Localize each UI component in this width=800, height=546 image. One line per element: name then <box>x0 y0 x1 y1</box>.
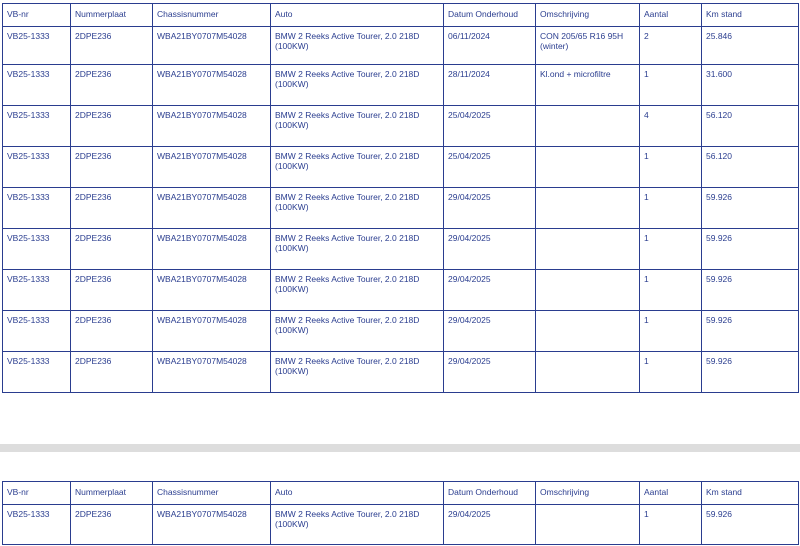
km-stand-cell: 59.926 <box>702 229 799 270</box>
omschrijving-cell <box>536 106 640 147</box>
nummerplaat-cell: 2DPE236 <box>71 65 153 106</box>
header-chassisnummer: Chassisnummer <box>153 4 271 27</box>
omschrijving-cell: CON 205/65 R16 95H (winter) <box>536 27 640 65</box>
vb-nr-cell: VB25-1333 <box>3 106 71 147</box>
chassisnummer-cell: WBA21BY0707M54028 <box>153 188 271 229</box>
header-auto: Auto <box>271 482 444 505</box>
auto-cell: BMW 2 Reeks Active Tourer, 2.0 218D (100KW) <box>271 229 444 270</box>
table-row <box>3 106 799 147</box>
datum-onderhoud-cell: 29/04/2025 <box>444 505 536 545</box>
vb-nr-cell: VB25-1333 <box>3 311 71 352</box>
chassisnummer-cell: WBA21BY0707M54028 <box>153 106 271 147</box>
page-separator <box>0 444 800 452</box>
nummerplaat-cell: 2DPE236 <box>71 270 153 311</box>
nummerplaat-cell: 2DPE236 <box>71 27 153 65</box>
omschrijving-cell: Kl.ond + microfiltre <box>536 65 640 106</box>
vb-nr-cell: VB25-1333 <box>3 65 71 106</box>
table-header-row <box>3 482 799 505</box>
auto-cell: BMW 2 Reeks Active Tourer, 2.0 218D (100KW) <box>271 65 444 106</box>
auto-cell: BMW 2 Reeks Active Tourer, 2.0 218D (100KW) <box>271 188 444 229</box>
km-stand-cell: 59.926 <box>702 505 799 545</box>
km-stand-cell: 59.926 <box>702 270 799 311</box>
table-row <box>3 352 799 393</box>
aantal-cell: 1 <box>640 352 702 393</box>
table-row <box>3 65 799 106</box>
km-stand-cell: 59.926 <box>702 311 799 352</box>
auto-cell: BMW 2 Reeks Active Tourer, 2.0 218D (100KW) <box>271 27 444 65</box>
auto-cell: BMW 2 Reeks Active Tourer, 2.0 218D (100KW) <box>271 106 444 147</box>
nummerplaat-cell: 2DPE236 <box>71 106 153 147</box>
vb-nr-cell: VB25-1333 <box>3 505 71 545</box>
datum-onderhoud-cell: 25/04/2025 <box>444 106 536 147</box>
auto-cell: BMW 2 Reeks Active Tourer, 2.0 218D (100KW) <box>271 311 444 352</box>
header-nummerplaat: Nummerplaat <box>71 482 153 505</box>
auto-cell: BMW 2 Reeks Active Tourer, 2.0 218D (100KW) <box>271 505 444 545</box>
datum-onderhoud-cell: 29/04/2025 <box>444 311 536 352</box>
chassisnummer-cell: WBA21BY0707M54028 <box>153 147 271 188</box>
datum-onderhoud-cell: 29/04/2025 <box>444 270 536 311</box>
header-nummerplaat: Nummerplaat <box>71 4 153 27</box>
header-omschrijving: Omschrijving <box>536 482 640 505</box>
km-stand-cell: 31.600 <box>702 65 799 106</box>
chassisnummer-cell: WBA21BY0707M54028 <box>153 229 271 270</box>
header-aantal: Aantal <box>640 4 702 27</box>
table-row <box>3 229 799 270</box>
omschrijving-cell <box>536 188 640 229</box>
aantal-cell: 1 <box>640 65 702 106</box>
vb-nr-cell: VB25-1333 <box>3 352 71 393</box>
omschrijving-cell <box>536 311 640 352</box>
nummerplaat-cell: 2DPE236 <box>71 147 153 188</box>
datum-onderhoud-cell: 28/11/2024 <box>444 65 536 106</box>
header-km-stand: Km stand <box>702 482 799 505</box>
omschrijving-cell <box>536 229 640 270</box>
aantal-cell: 1 <box>640 311 702 352</box>
document-page-2 <box>0 452 800 546</box>
header-aantal: Aantal <box>640 482 702 505</box>
table-header-row <box>3 4 799 27</box>
omschrijving-cell <box>536 147 640 188</box>
nummerplaat-cell: 2DPE236 <box>71 352 153 393</box>
chassisnummer-cell: WBA21BY0707M54028 <box>153 352 271 393</box>
datum-onderhoud-cell: 29/04/2025 <box>444 229 536 270</box>
chassisnummer-cell: WBA21BY0707M54028 <box>153 27 271 65</box>
omschrijving-cell <box>536 352 640 393</box>
table-row <box>3 188 799 229</box>
chassisnummer-cell: WBA21BY0707M54028 <box>153 270 271 311</box>
chassisnummer-cell: WBA21BY0707M54028 <box>153 311 271 352</box>
table-row <box>3 27 799 65</box>
header-km-stand: Km stand <box>702 4 799 27</box>
header-auto: Auto <box>271 4 444 27</box>
km-stand-cell: 25.846 <box>702 27 799 65</box>
omschrijving-cell <box>536 505 640 545</box>
aantal-cell: 1 <box>640 505 702 545</box>
table-row <box>3 147 799 188</box>
aantal-cell: 4 <box>640 106 702 147</box>
nummerplaat-cell: 2DPE236 <box>71 505 153 545</box>
auto-cell: BMW 2 Reeks Active Tourer, 2.0 218D (100KW) <box>271 147 444 188</box>
table-row <box>3 311 799 352</box>
aantal-cell: 1 <box>640 229 702 270</box>
header-vb-nr: VB-nr <box>3 4 71 27</box>
km-stand-cell: 59.926 <box>702 352 799 393</box>
vb-nr-cell: VB25-1333 <box>3 229 71 270</box>
aantal-cell: 2 <box>640 27 702 65</box>
header-datum-onderhoud: Datum Onderhoud <box>444 482 536 505</box>
vb-nr-cell: VB25-1333 <box>3 147 71 188</box>
datum-onderhoud-cell: 06/11/2024 <box>444 27 536 65</box>
omschrijving-cell <box>536 270 640 311</box>
km-stand-cell: 56.120 <box>702 106 799 147</box>
header-datum-onderhoud: Datum Onderhoud <box>444 4 536 27</box>
nummerplaat-cell: 2DPE236 <box>71 188 153 229</box>
nummerplaat-cell: 2DPE236 <box>71 229 153 270</box>
maintenance-table-page-2 <box>2 481 799 545</box>
nummerplaat-cell: 2DPE236 <box>71 311 153 352</box>
aantal-cell: 1 <box>640 270 702 311</box>
chassisnummer-cell: WBA21BY0707M54028 <box>153 505 271 545</box>
auto-cell: BMW 2 Reeks Active Tourer, 2.0 218D (100KW) <box>271 270 444 311</box>
datum-onderhoud-cell: 29/04/2025 <box>444 352 536 393</box>
table-row <box>3 505 799 545</box>
km-stand-cell: 56.120 <box>702 147 799 188</box>
vb-nr-cell: VB25-1333 <box>3 270 71 311</box>
vb-nr-cell: VB25-1333 <box>3 27 71 65</box>
header-chassisnummer: Chassisnummer <box>153 482 271 505</box>
datum-onderhoud-cell: 25/04/2025 <box>444 147 536 188</box>
vb-nr-cell: VB25-1333 <box>3 188 71 229</box>
header-vb-nr: VB-nr <box>3 482 71 505</box>
datum-onderhoud-cell: 29/04/2025 <box>444 188 536 229</box>
aantal-cell: 1 <box>640 188 702 229</box>
table-row <box>3 270 799 311</box>
aantal-cell: 1 <box>640 147 702 188</box>
maintenance-table-page-1 <box>2 3 799 393</box>
auto-cell: BMW 2 Reeks Active Tourer, 2.0 218D (100KW) <box>271 352 444 393</box>
header-omschrijving: Omschrijving <box>536 4 640 27</box>
chassisnummer-cell: WBA21BY0707M54028 <box>153 65 271 106</box>
km-stand-cell: 59.926 <box>702 188 799 229</box>
